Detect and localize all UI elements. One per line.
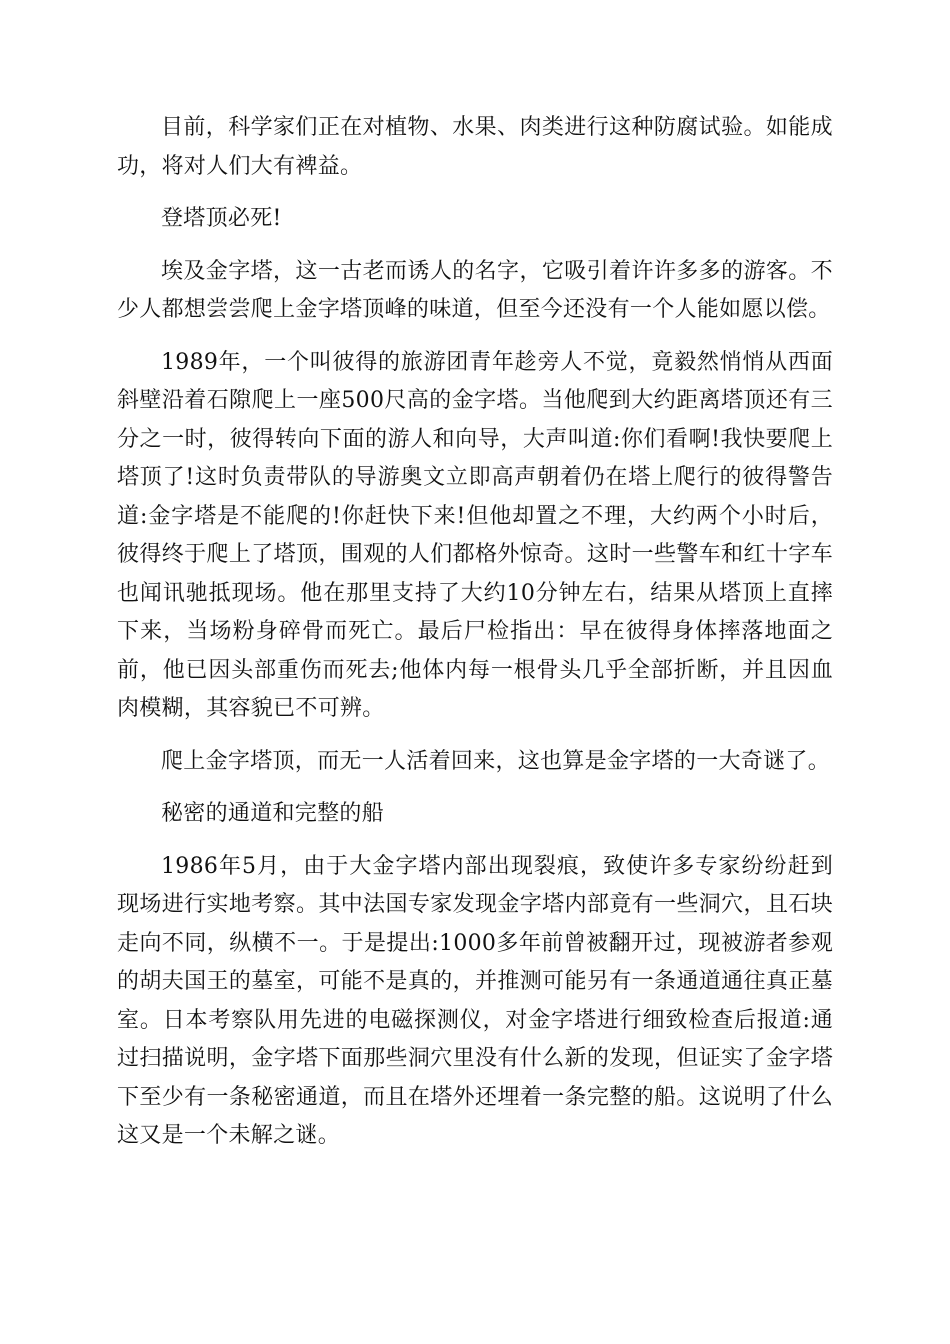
section-heading-climbing-death: 登塔顶必死! xyxy=(161,206,282,231)
paragraph-peter-story: 1989年，一个叫彼得的旅游团青年趁旁人不觉，竟毅然悄悄从西面斜壁沿着石隙爬上一座500尺高的金字塔。当他爬到大约距离塔顶还有三分之一时，彼得转向下面的游人和向导，大声叫道:你们看啊!我快要爬上塔顶了!这时负责带队的导游奥文立即高声朝着仍在塔上爬行的彼得警告道:金字塔是不能爬的!你赶快下来!但他却置之不理，大约两个小时后，彼得终于爬上了塔顶，围观的人们都格外惊奇。这时一些警车和红十字车也闻讯驰抵现场。他在那里支持了大约10分钟左右，结果从塔顶上直摔下来，当场粉身碎骨而死亡。最后尸检指出：早在彼得身体摔落地面之前，他已因头部重伤而死去;他体内每一根骨头几乎全部折断，并且因血肉模糊，其容貌已不可辨。 xyxy=(117,349,833,721)
paragraph-preservation-experiment: 目前，科学家们正在对植物、水果、肉类进行这种防腐试验。如能成功，将对人们大有裨益。 xyxy=(117,115,833,179)
paragraph-secret-passage: 1986年5月，由于大金字塔内部出现裂痕，致使许多专家纷纷赶到现场进行实地考察。其中法国专家发现金字塔内部竟有一些洞穴，且石块走向不同，纵横不一。于是提出:1000多年前曾被翻开过，现被游者参观的胡夫国王的墓室，可能不是真的，并推测可能另有一条通道通往真正墓室。日本考察队用先进的电磁探测仪，对金字塔进行细致检查后报道:通过扫描说明，金字塔下面那些洞穴里没有什么新的发现，但证实了金字塔下至少有一条秘密通道，而且在塔外还埋着一条完整的船。这说明了什么这又是一个未解之谜。 xyxy=(117,853,833,1148)
section-heading-secret-passage: 秘密的通道和完整的船 xyxy=(161,801,385,826)
paragraph-pyramid-intro: 埃及金字塔，这一古老而诱人的名字，它吸引着许许多多的游客。不少人都想尝尝爬上金字塔顶峰的味道，但至今还没有一个人能如愿以偿。 xyxy=(117,258,833,322)
paragraph-pyramid-mystery: 爬上金字塔顶，而无一人活着回来，这也算是金字塔的一大奇谜了。 xyxy=(161,748,831,774)
document-body xyxy=(117,109,833,1170)
